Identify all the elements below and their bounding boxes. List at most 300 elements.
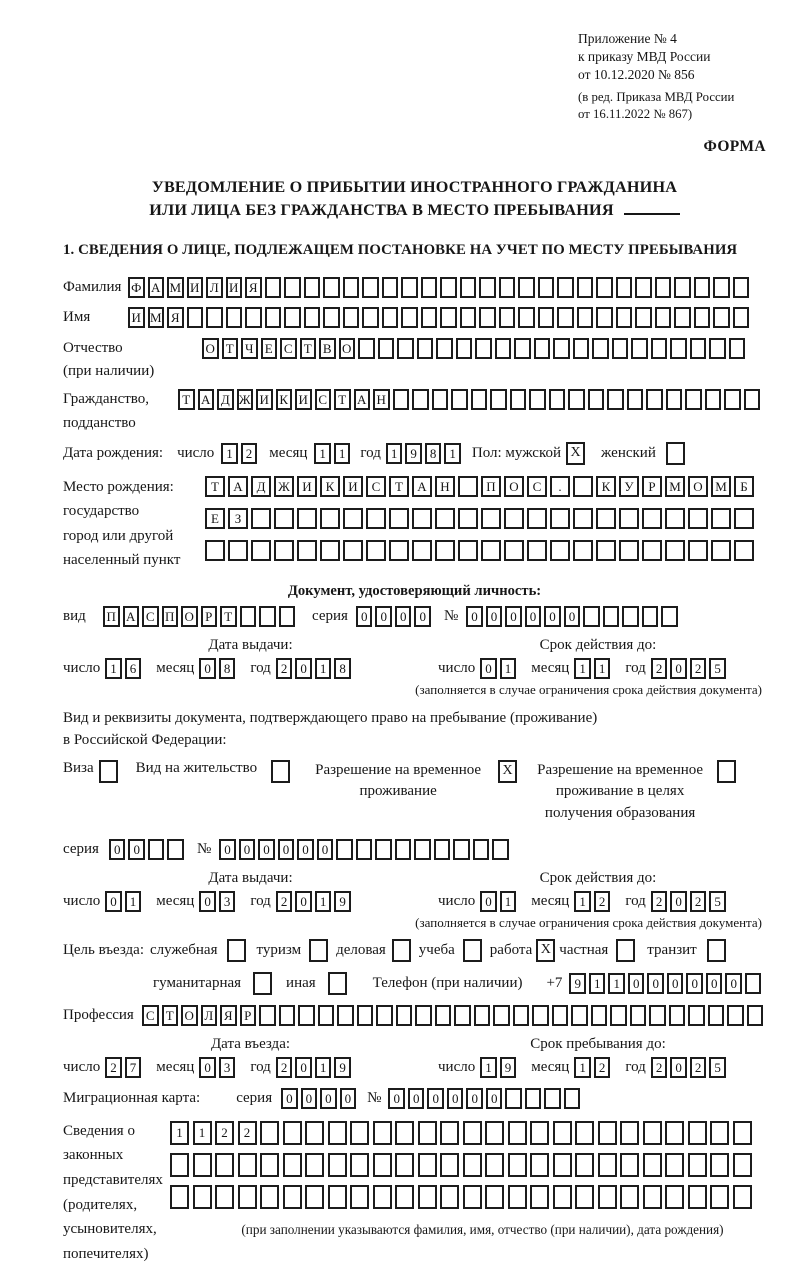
char-cell[interactable]	[504, 540, 524, 561]
char-cell[interactable]	[620, 1153, 639, 1177]
char-cell[interactable]	[552, 1005, 569, 1026]
char-cell[interactable]	[265, 277, 282, 298]
char-cell[interactable]	[251, 508, 271, 529]
char-cell[interactable]	[421, 307, 438, 328]
char-cell[interactable]: Т	[178, 389, 195, 410]
char-cell[interactable]: Т	[205, 476, 225, 497]
char-cell[interactable]: 7	[125, 1057, 142, 1078]
char-cell[interactable]	[669, 1005, 686, 1026]
char-cell[interactable]	[485, 1121, 504, 1145]
char-cell[interactable]: Н	[435, 476, 455, 497]
char-cell[interactable]	[713, 277, 730, 298]
char-cell[interactable]	[436, 338, 453, 359]
purpose-private-checkbox[interactable]	[616, 939, 635, 962]
char-cell[interactable]	[591, 1005, 608, 1026]
char-cell[interactable]: 1	[574, 891, 591, 912]
char-cell[interactable]	[642, 606, 659, 627]
char-cell[interactable]	[148, 839, 165, 860]
char-cell[interactable]: Р	[642, 476, 662, 497]
char-cell[interactable]	[573, 540, 593, 561]
char-cell[interactable]	[265, 307, 282, 328]
char-cell[interactable]: 9	[569, 973, 586, 994]
char-cell[interactable]	[456, 338, 473, 359]
char-cell[interactable]	[642, 540, 662, 561]
char-cell[interactable]	[564, 1088, 581, 1109]
char-cell[interactable]: 1	[574, 1057, 591, 1078]
char-cell[interactable]: О	[504, 476, 524, 497]
char-cell[interactable]	[727, 1005, 744, 1026]
char-cell[interactable]	[553, 1185, 572, 1209]
char-cell[interactable]	[434, 839, 451, 860]
char-cell[interactable]	[620, 1185, 639, 1209]
char-cell[interactable]	[709, 338, 726, 359]
char-cell[interactable]: С	[142, 1005, 159, 1026]
char-cell[interactable]	[510, 389, 527, 410]
char-cell[interactable]	[688, 1185, 707, 1209]
char-cell[interactable]	[485, 1185, 504, 1209]
char-cell[interactable]	[395, 1185, 414, 1209]
char-cell[interactable]	[170, 1185, 189, 1209]
char-cell[interactable]	[463, 1185, 482, 1209]
char-cell[interactable]	[538, 277, 555, 298]
char-cell[interactable]	[458, 476, 478, 497]
char-cell[interactable]: А	[148, 277, 165, 298]
char-cell[interactable]: С	[142, 606, 159, 627]
char-cell[interactable]: 1	[193, 1121, 212, 1145]
char-cell[interactable]: 2	[238, 1121, 257, 1145]
char-cell[interactable]	[711, 540, 731, 561]
char-cell[interactable]: 2	[276, 1057, 293, 1078]
char-cell[interactable]	[622, 606, 639, 627]
char-cell[interactable]: 0	[199, 891, 216, 912]
char-cell[interactable]	[530, 1153, 549, 1177]
char-cell[interactable]: 0	[388, 1088, 405, 1109]
char-cell[interactable]	[206, 307, 223, 328]
char-cell[interactable]	[577, 277, 594, 298]
char-cell[interactable]	[729, 338, 746, 359]
char-cell[interactable]	[376, 1005, 393, 1026]
char-cell[interactable]: И	[295, 389, 312, 410]
char-cell[interactable]	[630, 1005, 647, 1026]
char-cell[interactable]	[505, 1088, 522, 1109]
char-cell[interactable]	[665, 540, 685, 561]
char-cell[interactable]	[619, 508, 639, 529]
char-cell[interactable]	[553, 338, 570, 359]
char-cell[interactable]	[440, 277, 457, 298]
char-cell[interactable]: М	[711, 476, 731, 497]
char-cell[interactable]	[187, 307, 204, 328]
char-cell[interactable]	[688, 508, 708, 529]
char-cell[interactable]	[318, 1005, 335, 1026]
char-cell[interactable]: 1	[221, 443, 238, 464]
char-cell[interactable]	[518, 277, 535, 298]
char-cell[interactable]	[596, 307, 613, 328]
char-cell[interactable]	[260, 1153, 279, 1177]
char-cell[interactable]: 0	[297, 839, 314, 860]
char-cell[interactable]	[598, 1153, 617, 1177]
char-cell[interactable]	[619, 540, 639, 561]
char-cell[interactable]	[665, 1153, 684, 1177]
char-cell[interactable]	[493, 1005, 510, 1026]
char-cell[interactable]: 0	[128, 839, 145, 860]
char-cell[interactable]	[305, 1153, 324, 1177]
char-cell[interactable]	[690, 338, 707, 359]
char-cell[interactable]	[538, 307, 555, 328]
char-cell[interactable]	[499, 277, 516, 298]
char-cell[interactable]	[382, 307, 399, 328]
char-cell[interactable]	[279, 1005, 296, 1026]
char-cell[interactable]: М	[167, 277, 184, 298]
char-cell[interactable]: 0	[109, 839, 126, 860]
char-cell[interactable]	[323, 307, 340, 328]
char-cell[interactable]	[397, 338, 414, 359]
char-cell[interactable]	[508, 1153, 527, 1177]
char-cell[interactable]	[646, 389, 663, 410]
char-cell[interactable]	[463, 1153, 482, 1177]
char-cell[interactable]: 2	[594, 1057, 611, 1078]
char-cell[interactable]: Е	[261, 338, 278, 359]
char-cell[interactable]	[373, 1153, 392, 1177]
char-cell[interactable]	[435, 1005, 452, 1026]
char-cell[interactable]	[474, 1005, 491, 1026]
char-cell[interactable]: Т	[220, 606, 237, 627]
char-cell[interactable]: Т	[334, 389, 351, 410]
char-cell[interactable]: 0	[670, 1057, 687, 1078]
char-cell[interactable]: Р	[240, 1005, 257, 1026]
purpose-business-checkbox[interactable]	[392, 939, 411, 962]
char-cell[interactable]: 3	[219, 891, 236, 912]
char-cell[interactable]: 0	[199, 1057, 216, 1078]
char-cell[interactable]	[451, 389, 468, 410]
char-cell[interactable]	[460, 277, 477, 298]
char-cell[interactable]	[279, 606, 296, 627]
char-cell[interactable]: .	[550, 476, 570, 497]
char-cell[interactable]: Я	[220, 1005, 237, 1026]
char-cell[interactable]: О	[202, 338, 219, 359]
char-cell[interactable]	[366, 540, 386, 561]
char-cell[interactable]: Д	[217, 389, 234, 410]
char-cell[interactable]	[297, 508, 317, 529]
char-cell[interactable]	[328, 1153, 347, 1177]
char-cell[interactable]	[575, 1185, 594, 1209]
char-cell[interactable]	[226, 307, 243, 328]
char-cell[interactable]	[688, 1121, 707, 1145]
char-cell[interactable]	[432, 389, 449, 410]
char-cell[interactable]	[612, 338, 629, 359]
char-cell[interactable]: 0	[686, 973, 703, 994]
char-cell[interactable]: И	[187, 277, 204, 298]
char-cell[interactable]	[518, 307, 535, 328]
char-cell[interactable]	[350, 1153, 369, 1177]
char-cell[interactable]: 2	[690, 891, 707, 912]
char-cell[interactable]	[688, 1153, 707, 1177]
char-cell[interactable]	[649, 1005, 666, 1026]
char-cell[interactable]	[435, 540, 455, 561]
char-cell[interactable]: 0	[670, 658, 687, 679]
char-cell[interactable]	[418, 1153, 437, 1177]
char-cell[interactable]: 0	[486, 1088, 503, 1109]
char-cell[interactable]	[323, 277, 340, 298]
char-cell[interactable]: 2	[651, 891, 668, 912]
char-cell[interactable]	[549, 389, 566, 410]
char-cell[interactable]: 0	[725, 973, 742, 994]
char-cell[interactable]: Д	[251, 476, 271, 497]
char-cell[interactable]	[733, 277, 750, 298]
char-cell[interactable]	[588, 389, 605, 410]
char-cell[interactable]: 0	[414, 606, 431, 627]
char-cell[interactable]: Я	[167, 307, 184, 328]
char-cell[interactable]: 2	[651, 658, 668, 679]
char-cell[interactable]	[575, 1121, 594, 1145]
char-cell[interactable]: 1	[500, 658, 517, 679]
char-cell[interactable]: 0	[628, 973, 645, 994]
char-cell[interactable]	[283, 1121, 302, 1145]
char-cell[interactable]	[642, 508, 662, 529]
char-cell[interactable]: 2	[241, 443, 258, 464]
char-cell[interactable]	[193, 1153, 212, 1177]
char-cell[interactable]: 0	[564, 606, 581, 627]
char-cell[interactable]	[421, 277, 438, 298]
char-cell[interactable]	[631, 338, 648, 359]
char-cell[interactable]	[627, 389, 644, 410]
char-cell[interactable]: М	[665, 476, 685, 497]
char-cell[interactable]: 0	[317, 839, 334, 860]
char-cell[interactable]: Ч	[241, 338, 258, 359]
char-cell[interactable]	[607, 389, 624, 410]
char-cell[interactable]	[490, 389, 507, 410]
char-cell[interactable]	[458, 508, 478, 529]
char-cell[interactable]: 0	[466, 606, 483, 627]
char-cell[interactable]	[343, 277, 360, 298]
char-cell[interactable]: О	[181, 1005, 198, 1026]
char-cell[interactable]	[734, 508, 754, 529]
char-cell[interactable]	[193, 1185, 212, 1209]
char-cell[interactable]	[592, 338, 609, 359]
char-cell[interactable]: К	[596, 476, 616, 497]
char-cell[interactable]	[382, 277, 399, 298]
char-cell[interactable]: 9	[334, 891, 351, 912]
char-cell[interactable]: 0	[670, 891, 687, 912]
char-cell[interactable]	[283, 1185, 302, 1209]
char-cell[interactable]	[529, 389, 546, 410]
char-cell[interactable]	[733, 307, 750, 328]
char-cell[interactable]: 9	[405, 443, 422, 464]
char-cell[interactable]	[674, 277, 691, 298]
char-cell[interactable]	[508, 1185, 527, 1209]
char-cell[interactable]	[260, 1185, 279, 1209]
char-cell[interactable]	[643, 1121, 662, 1145]
char-cell[interactable]	[418, 1121, 437, 1145]
char-cell[interactable]	[734, 540, 754, 561]
char-cell[interactable]	[710, 1153, 729, 1177]
char-cell[interactable]	[688, 540, 708, 561]
char-cell[interactable]	[635, 307, 652, 328]
char-cell[interactable]	[665, 508, 685, 529]
char-cell[interactable]	[415, 1005, 432, 1026]
char-cell[interactable]	[603, 606, 620, 627]
char-cell[interactable]: 1	[589, 973, 606, 994]
char-cell[interactable]	[473, 839, 490, 860]
char-cell[interactable]	[553, 1153, 572, 1177]
char-cell[interactable]	[205, 540, 225, 561]
char-cell[interactable]: П	[162, 606, 179, 627]
char-cell[interactable]	[414, 839, 431, 860]
char-cell[interactable]: 1	[170, 1121, 189, 1145]
char-cell[interactable]	[534, 338, 551, 359]
char-cell[interactable]: 2	[215, 1121, 234, 1145]
char-cell[interactable]	[412, 540, 432, 561]
char-cell[interactable]	[260, 1121, 279, 1145]
char-cell[interactable]	[724, 389, 741, 410]
char-cell[interactable]	[215, 1153, 234, 1177]
char-cell[interactable]: С	[280, 338, 297, 359]
char-cell[interactable]	[284, 277, 301, 298]
char-cell[interactable]	[557, 307, 574, 328]
char-cell[interactable]	[251, 540, 271, 561]
char-cell[interactable]: 0	[480, 891, 497, 912]
char-cell[interactable]: 8	[219, 658, 236, 679]
char-cell[interactable]	[440, 307, 457, 328]
char-cell[interactable]	[530, 1121, 549, 1145]
char-cell[interactable]	[643, 1153, 662, 1177]
char-cell[interactable]	[228, 540, 248, 561]
char-cell[interactable]	[435, 508, 455, 529]
char-cell[interactable]	[418, 1185, 437, 1209]
char-cell[interactable]: 0	[295, 891, 312, 912]
char-cell[interactable]	[598, 1185, 617, 1209]
char-cell[interactable]	[460, 307, 477, 328]
char-cell[interactable]: 1	[314, 443, 331, 464]
char-cell[interactable]	[320, 508, 340, 529]
char-cell[interactable]: 0	[340, 1088, 357, 1109]
char-cell[interactable]: И	[128, 307, 145, 328]
char-cell[interactable]: Р	[201, 606, 218, 627]
char-cell[interactable]: 2	[651, 1057, 668, 1078]
char-cell[interactable]	[643, 1185, 662, 1209]
char-cell[interactable]	[705, 389, 722, 410]
char-cell[interactable]	[499, 307, 516, 328]
char-cell[interactable]	[440, 1153, 459, 1177]
char-cell[interactable]: 1	[105, 658, 122, 679]
char-cell[interactable]: А	[228, 476, 248, 497]
sex-male-checkbox[interactable]: X	[566, 442, 585, 465]
purpose-transit-checkbox[interactable]	[707, 939, 726, 962]
char-cell[interactable]: 1	[444, 443, 461, 464]
char-cell[interactable]	[320, 540, 340, 561]
char-cell[interactable]	[357, 1005, 374, 1026]
char-cell[interactable]	[274, 540, 294, 561]
char-cell[interactable]	[479, 307, 496, 328]
char-cell[interactable]: 0	[395, 606, 412, 627]
char-cell[interactable]	[596, 508, 616, 529]
char-cell[interactable]	[596, 277, 613, 298]
char-cell[interactable]	[513, 1005, 530, 1026]
char-cell[interactable]	[744, 389, 761, 410]
char-cell[interactable]	[440, 1185, 459, 1209]
char-cell[interactable]: 2	[690, 658, 707, 679]
char-cell[interactable]	[378, 338, 395, 359]
purpose-study-checkbox[interactable]	[463, 939, 482, 962]
char-cell[interactable]	[713, 307, 730, 328]
char-cell[interactable]	[492, 839, 509, 860]
char-cell[interactable]: 0	[544, 606, 561, 627]
char-cell[interactable]	[577, 307, 594, 328]
char-cell[interactable]	[616, 307, 633, 328]
char-cell[interactable]: 0	[295, 1057, 312, 1078]
char-cell[interactable]: В	[319, 338, 336, 359]
char-cell[interactable]: У	[619, 476, 639, 497]
char-cell[interactable]: 1	[315, 1057, 332, 1078]
char-cell[interactable]	[616, 277, 633, 298]
char-cell[interactable]	[215, 1185, 234, 1209]
char-cell[interactable]: 5	[709, 1057, 726, 1078]
char-cell[interactable]	[362, 307, 379, 328]
char-cell[interactable]: 1	[574, 658, 591, 679]
char-cell[interactable]: 0	[667, 973, 684, 994]
char-cell[interactable]	[573, 508, 593, 529]
char-cell[interactable]	[297, 540, 317, 561]
char-cell[interactable]	[747, 1005, 764, 1026]
char-cell[interactable]: Л	[206, 277, 223, 298]
char-cell[interactable]	[596, 540, 616, 561]
char-cell[interactable]	[373, 1185, 392, 1209]
char-cell[interactable]: О	[181, 606, 198, 627]
char-cell[interactable]: 1	[315, 891, 332, 912]
purpose-work-checkbox[interactable]: X	[536, 939, 555, 962]
char-cell[interactable]	[694, 277, 711, 298]
temp-permit-edu-checkbox[interactable]	[717, 760, 736, 783]
char-cell[interactable]	[610, 1005, 627, 1026]
char-cell[interactable]: 6	[125, 658, 142, 679]
char-cell[interactable]	[362, 277, 379, 298]
char-cell[interactable]: 0	[219, 839, 236, 860]
char-cell[interactable]	[655, 307, 672, 328]
char-cell[interactable]: 2	[276, 891, 293, 912]
char-cell[interactable]	[170, 1153, 189, 1177]
char-cell[interactable]	[666, 389, 683, 410]
char-cell[interactable]: 1	[386, 443, 403, 464]
char-cell[interactable]: 1	[594, 658, 611, 679]
char-cell[interactable]	[733, 1185, 752, 1209]
char-cell[interactable]: 8	[425, 443, 442, 464]
char-cell[interactable]	[481, 540, 501, 561]
char-cell[interactable]: К	[320, 476, 340, 497]
char-cell[interactable]: 1	[315, 658, 332, 679]
char-cell[interactable]	[412, 389, 429, 410]
char-cell[interactable]	[356, 839, 373, 860]
char-cell[interactable]	[458, 540, 478, 561]
char-cell[interactable]: З	[228, 508, 248, 529]
char-cell[interactable]: 0	[706, 973, 723, 994]
char-cell[interactable]: А	[123, 606, 140, 627]
char-cell[interactable]	[259, 1005, 276, 1026]
char-cell[interactable]	[620, 1121, 639, 1145]
char-cell[interactable]	[375, 839, 392, 860]
char-cell[interactable]	[688, 1005, 705, 1026]
char-cell[interactable]	[373, 1121, 392, 1145]
purpose-official-checkbox[interactable]	[227, 939, 246, 962]
char-cell[interactable]: К	[276, 389, 293, 410]
char-cell[interactable]	[553, 1121, 572, 1145]
char-cell[interactable]: Т	[300, 338, 317, 359]
char-cell[interactable]: М	[148, 307, 165, 328]
char-cell[interactable]	[670, 338, 687, 359]
char-cell[interactable]	[358, 338, 375, 359]
char-cell[interactable]	[389, 540, 409, 561]
char-cell[interactable]	[298, 1005, 315, 1026]
char-cell[interactable]	[240, 606, 257, 627]
char-cell[interactable]	[167, 839, 184, 860]
